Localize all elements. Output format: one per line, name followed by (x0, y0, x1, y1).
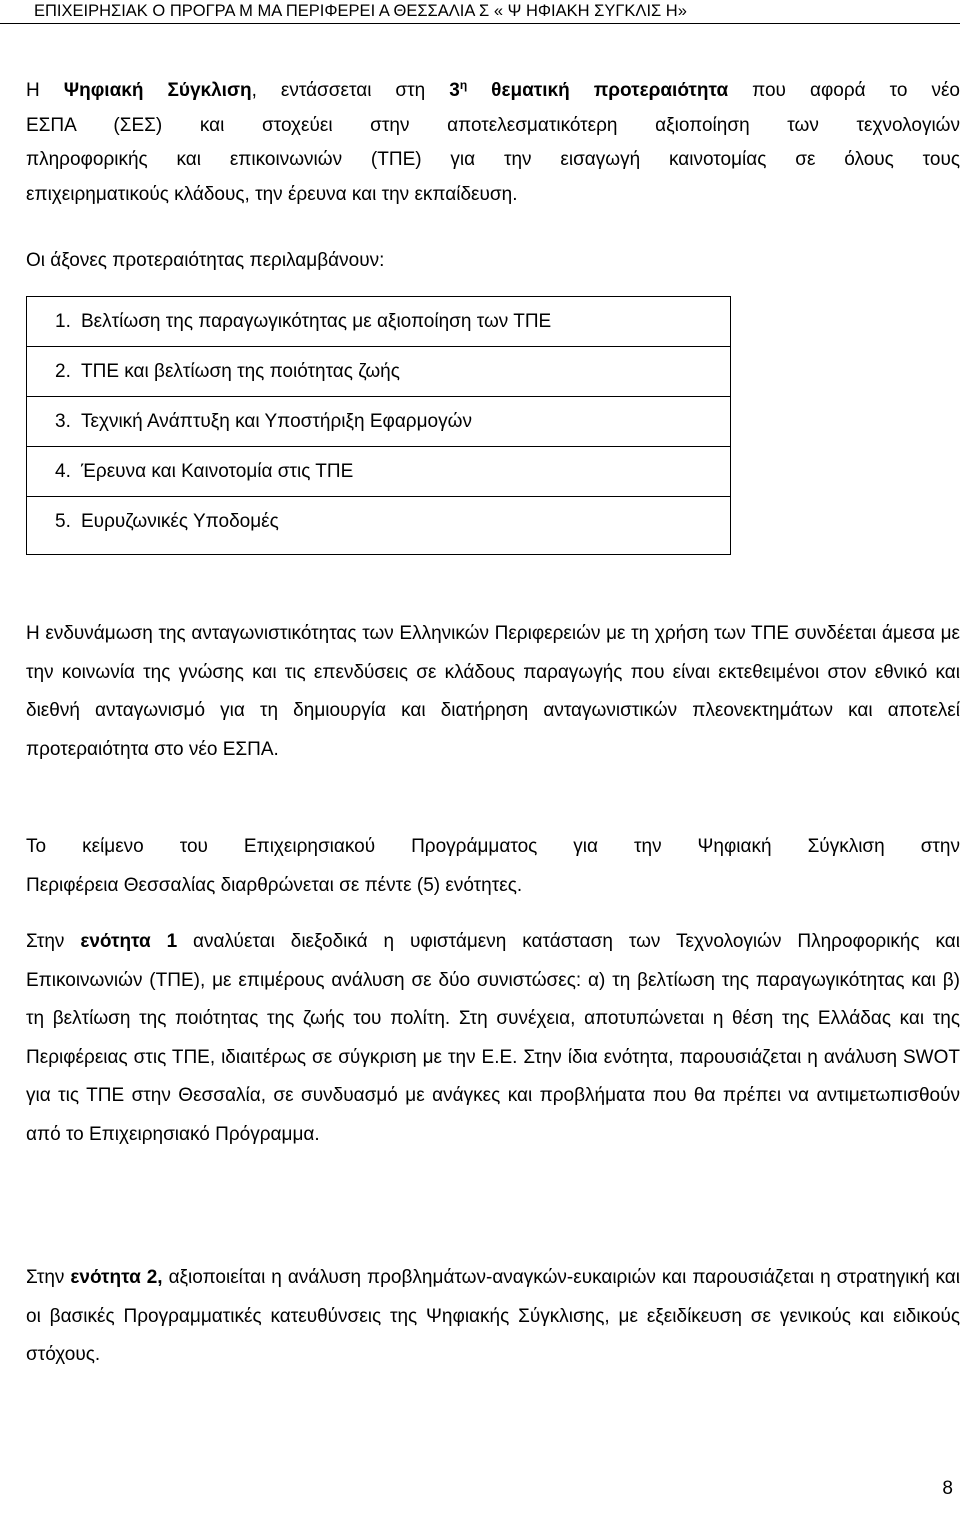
document-structure-paragraph: Το κείμενο του Επιχειρησιακού Προγράμματος για την Ψηφιακή Σύγκλιση στην Περιφέρεια Θεσσαλίας διαρθρώνεται σε πέντε (5) ενότητες. (26, 836, 960, 896)
intro-line-1: Η Ψηφιακή Σύγκλιση, εντάσσεται στη $3^\eta$ θεματική προτεραιότητα που αφορά το νέο (26, 78, 960, 101)
superscript: η (459, 78, 468, 92)
unit-2-paragraph: Στην ενότητα 2, αξιοποιείται η ανάλυση προβλημάτων-αναγκών-ευκαιριών και παρουσιάζεται η στρατηγική και οι βασικές Προγραμματικές κατευθύνσεις της Ψηφιακής Σύγκλισης, με εξειδίκευση σε γενικούς και ειδικούς στόχους. (26, 1267, 960, 1365)
axis-row: 4. Έρευνα και Καινοτομία στις ΤΠΕ (27, 446, 730, 496)
intro-line-4: επιχειρηματικούς κλάδους, την έρευνα και την εκπαίδευση. (26, 183, 518, 205)
axis-row: 1. Βελτίωση της παραγωγικότητας με αξιοποίηση των ΤΠΕ (27, 296, 730, 346)
thematic-priority-term: θεματική προτεραιότητα (467, 80, 729, 101)
axes-intro-text: Οι άξονες προτεραιότητας περιλαμβάνουν: (26, 250, 385, 271)
unit-1-label: ενότητα 1 (80, 931, 178, 952)
running-header: ΕΠΙΧΕΙΡΗΣΙΑΚ Ο ΠΡΟΓΡΑ Μ ΜΑ ΠΕΡΙΦΕΡΕΙ Α ΘΕΣΣΑΛΙΑ Σ « Ψ ΗΦΙΑΚΗ ΣΥΓΚΛΙΣ Η» (0, 0, 960, 24)
axis-row: 3. Τεχνική Ανάπτυξη και Υποστήριξη Εφαρμογών (27, 396, 730, 446)
unit-2-label: ενότητα 2, (70, 1267, 163, 1288)
axis-label: Βελτίωση της παραγωγικότητας με αξιοποίηση των ΤΠΕ (81, 311, 552, 332)
competitiveness-paragraph: Η ενδυνάμωση της ανταγωνιστικότητας των Ελληνικών Περιφερειών με τη χρήση των ΤΠΕ συνδέεται άμεσα με την κοινωνία της γνώσης και τις επενδύσεις σε κλάδους παραγωγής που είναι εκτεθειμένοι στον εθνικό και διεθνή ανταγωνισμό για τη δημιουργία και διατήρηση ανταγωνιστικών πλεονεκτημάτων και αποτελεί προτεραιότητα στο νέο ΕΣΠΑ. (26, 623, 960, 760)
unit-1-paragraph: Στην ενότητα 1 αναλύεται διεξοδικά η υφιστάμενη κατάσταση των Τεχνολογιών Πληροφορικής και Επικοινωνιών (ΤΠΕ), με επιμέρους ανάλυση σε δύο συνιστώσες: α) τη βελτίωση της παραγωγικότητας και β) τη βελτίωση της ποιότητας της ζωής του πολίτη. Στη συνέχεια, αποτυπώνεται η θέση της Ελλάδας και της Περιφέρειας στις ΤΠΕ, ιδιαιτέρως σε σύγκριση με την Ε.Ε. Στην ίδια ενότητα, παρουσιάζεται η ανάλυση SWOT για τις ΤΠΕ στην Θεσσαλία, σε συνδυασμό με ανάγκες και προβλήματα που θα πρέπει να αντιμετωπισθούν από το Επιχειρησιακό Πρόγραμμα. (26, 931, 960, 1145)
axis-label: ΤΠΕ και βελτίωση της ποιότητας ζωής (81, 361, 400, 382)
axis-row: 2. ΤΠΕ και βελτίωση της ποιότητας ζωής (27, 346, 730, 396)
digital-convergence-term: Ψηφιακή Σύγκλιση (63, 80, 252, 101)
axis-label: Ευρυζωνικές Υποδομές (81, 511, 279, 532)
intro-line-2: ΕΣΠΑ (ΣΕΣ) και στοχεύει στην αποτελεσματικότερη αξιοποίηση των τεχνολογιών (26, 114, 960, 136)
intro-paragraph (26, 68, 960, 212)
page-number: 8 (942, 1478, 953, 1499)
axis-label: Έρευνα και Καινοτομία στις ΤΠΕ (81, 461, 354, 482)
intro-line-3: πληροφορικής και επικοινωνιών (ΤΠΕ) για την εισαγωγή καινοτομίας σε όλους τους (26, 149, 960, 170)
priority-axes-table (26, 296, 731, 555)
axis-label: Τεχνική Ανάπτυξη και Υποστήριξη Εφαρμογών (81, 411, 472, 432)
axis-row: 5. Ευρυζωνικές Υποδομές (27, 496, 730, 546)
